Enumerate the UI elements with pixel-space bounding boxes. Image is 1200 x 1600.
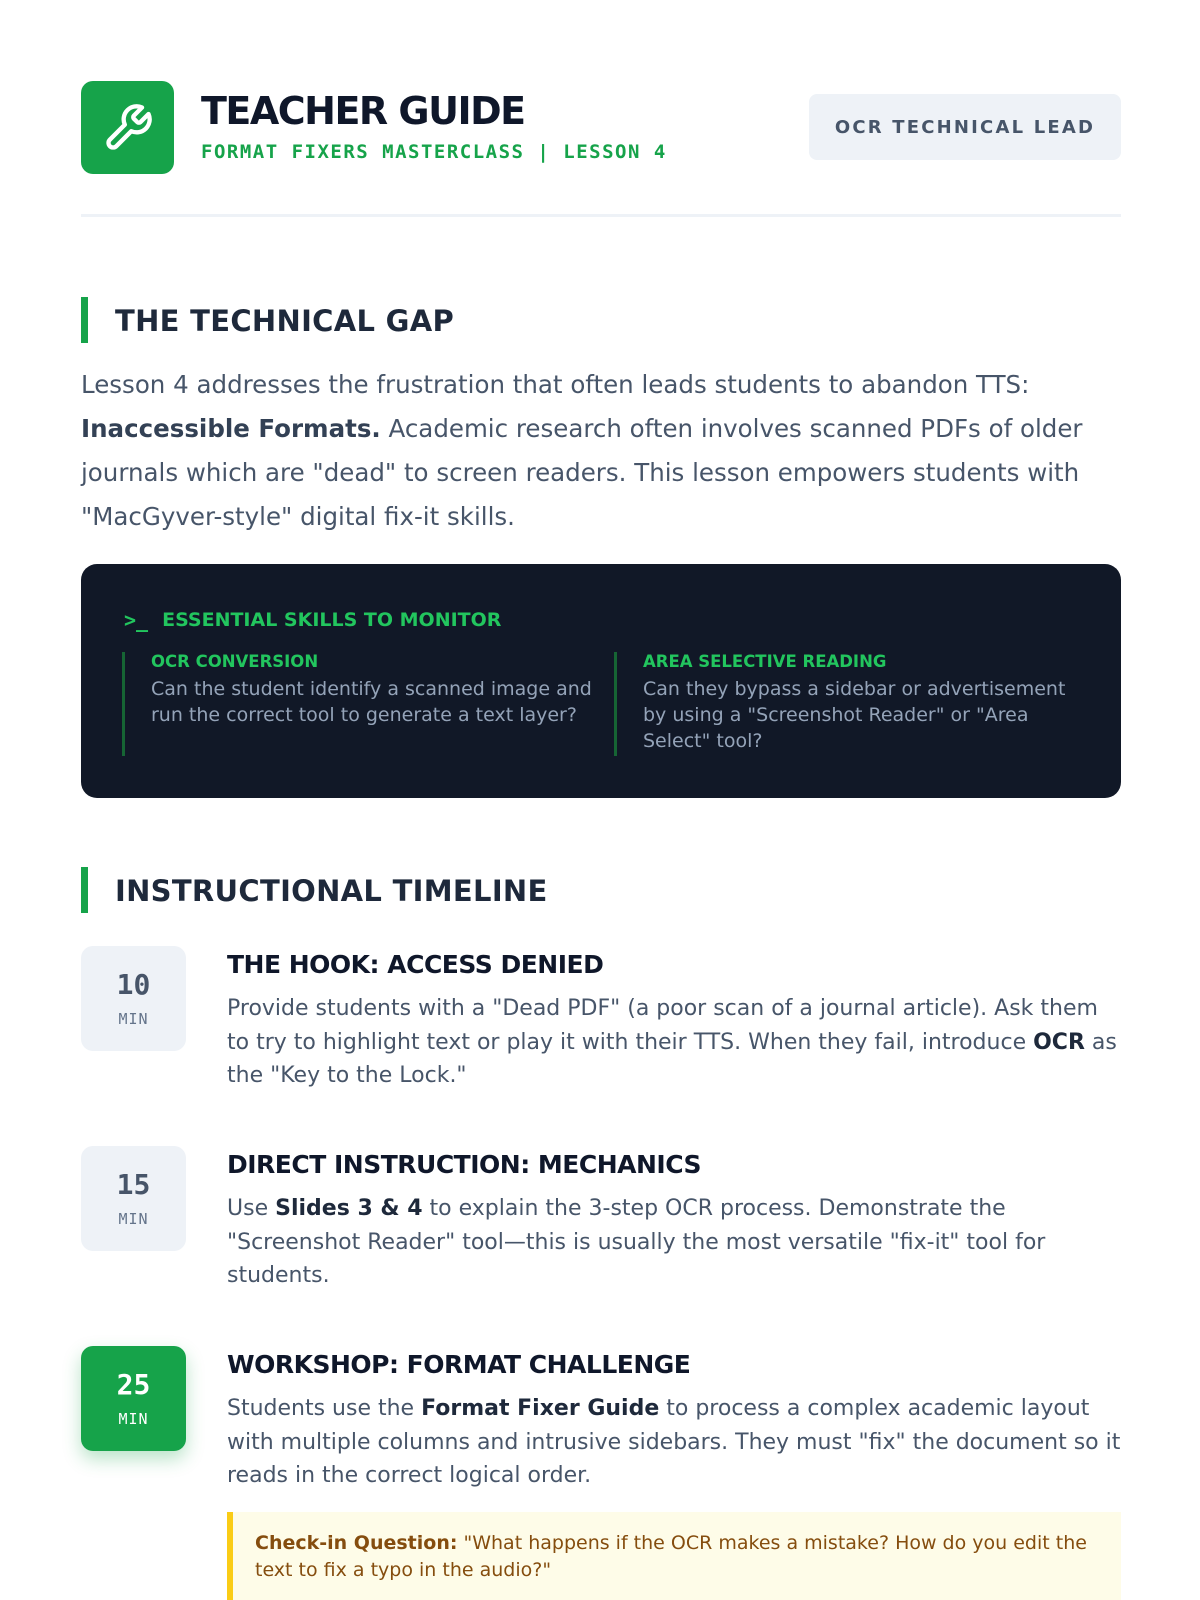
body-text-continued: to process a complex academic layout with multiple columns and intrusive sidebars. They must "fix" the document so it reads in the correct logical order. [227,1396,1121,1488]
duration-unit: MIN [118,1010,149,1028]
duration-minutes: 15 [116,1168,151,1201]
section-heading-label: THE TECHNICAL GAP [115,304,455,338]
checkin-question-callout [227,1512,1121,1600]
duration-badge-active [81,1346,186,1451]
timeline-item-title: THE HOOK: ACCESS DENIED [227,950,604,979]
body-text-continued: to explain the 3-step OCR process. Demonstrate the "Screenshot Reader" tool—this is usually the most versatile "fix-it" tool for students. [227,1196,1046,1288]
timeline-item-body [227,992,1121,1093]
skill-area-selective-reading [614,652,1084,756]
terminal-prompt-icon: >_ [124,608,149,632]
wrench-icon [81,81,174,174]
body-emphasis: Format Fixer Guide [421,1396,660,1421]
skill-description: Can the student identify a scanned image and run the correct tool to generate a text layer? [151,678,592,726]
section-accent-bar [81,867,88,913]
duration-unit: MIN [118,1410,149,1428]
duration-badge [81,946,186,1051]
page-header [81,81,1121,175]
timeline-item-title: WORKSHOP: FORMAT CHALLENGE [227,1350,691,1379]
page-title: TEACHER GUIDE [201,89,525,133]
duration-minutes: 25 [116,1368,151,1401]
duration-minutes: 10 [116,968,151,1001]
skill-description: Can they bypass a sidebar or advertisement by using a "Screenshot Reader" or "Area Select" tool? [643,678,1066,752]
header-divider [81,214,1121,217]
body-text: Use [227,1196,276,1221]
skills-panel-header [124,608,501,632]
body-emphasis: Slides 3 & 4 [275,1196,423,1221]
intro-paragraph [81,363,1121,539]
intro-text: Lesson 4 addresses the frustration that often leads students to abandon TTS: [81,370,1030,399]
section-heading-timeline [81,867,1121,913]
intro-text-continued: Academic research often involves scanned PDFs of older journals which are "dead" to screen readers. This lesson empowers students with "MacGyver-style" digital fix-it skills. [81,414,1083,531]
body-text-continued: as the "Key to the Lock." [227,1029,1117,1088]
timeline-item-body [227,1392,1121,1493]
body-text: Provide students with a "Dead PDF" (a poor scan of a journal article). Ask them to try to highlight text or play it with their TTS. When they fail, introduce [227,996,1098,1055]
intro-emphasis: Inaccessible Formats. [81,414,381,443]
timeline-item-body [227,1192,1121,1293]
section-accent-bar [81,297,88,343]
timeline-item-title: DIRECT INSTRUCTION: MECHANICS [227,1150,702,1179]
section-heading-label: INSTRUCTIONAL TIMELINE [115,874,548,908]
skill-name: AREA SELECTIVE READING [643,652,887,671]
skill-name: OCR CONVERSION [151,652,319,671]
duration-badge [81,1146,186,1251]
body-text: Students use the [227,1396,422,1421]
page-subtitle: FORMAT FIXERS MASTERCLASS | LESSON 4 [201,141,667,163]
role-badge: OCR TECHNICAL LEAD [809,94,1121,160]
skills-panel [81,564,1121,798]
checkin-label: Check-in Question: [255,1532,458,1554]
skills-panel-title: ESSENTIAL SKILLS TO MONITOR [162,609,502,631]
checkin-text: "What happens if the OCR makes a mistake? How do you edit the text to fix a typo in the audio?" [255,1532,1087,1581]
skill-ocr-conversion [122,652,592,756]
section-heading-technical-gap [81,297,1121,343]
body-emphasis: OCR [1033,1029,1085,1055]
duration-unit: MIN [118,1210,149,1228]
